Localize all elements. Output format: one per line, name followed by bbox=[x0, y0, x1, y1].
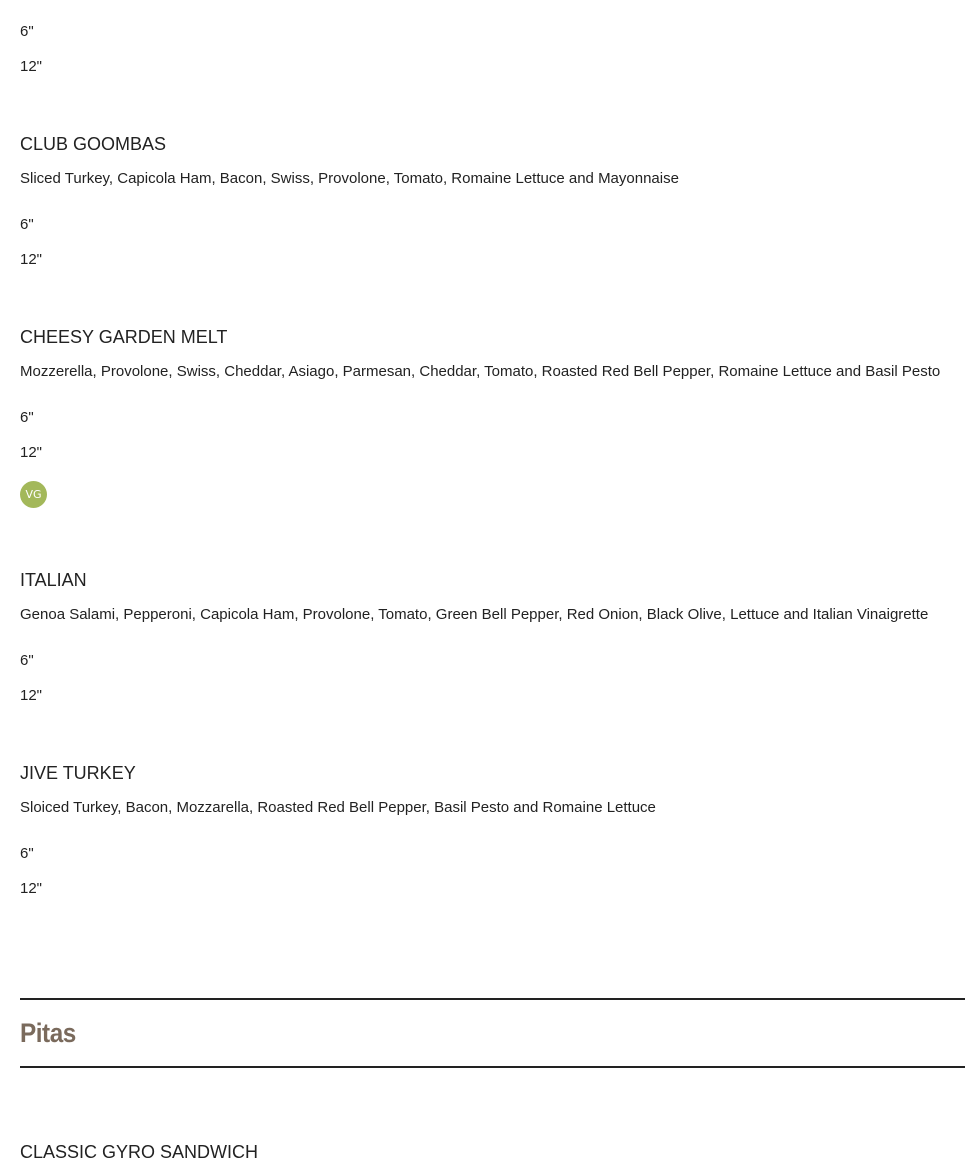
size-option-12in: 12" bbox=[20, 251, 43, 268]
size-option-6in: 6" bbox=[20, 23, 34, 40]
size-option-6in: 6" bbox=[20, 409, 34, 426]
size-option-12in: 12" bbox=[20, 880, 43, 897]
menu-item-description: Mozzerella, Provolone, Swiss, Cheddar, Asiago, Parmesan, Cheddar, Tomato, Roasted Red Bell Pepper, Romaine Lettuce and Basil Pesto bbox=[20, 363, 941, 380]
section-title: Pitas bbox=[20, 1018, 76, 1048]
menu-item-name: JIVE TURKEY bbox=[20, 763, 136, 783]
size-option-6in: 6" bbox=[20, 845, 34, 862]
menu-item-description: Genoa Salami, Pepperoni, Capicola Ham, Provolone, Tomato, Green Bell Pepper, Red Onion, Black Olive, Lettuce and Italian Vinaigrette bbox=[20, 606, 929, 623]
menu-item-name: ITALIAN bbox=[20, 570, 87, 590]
menu-item-description: Sliced Turkey, Capicola Ham, Bacon, Swiss, Provolone, Tomato, Romaine Lettuce and Mayonnaise bbox=[20, 170, 679, 187]
size-option-12in: 12" bbox=[20, 58, 43, 75]
section-divider-bottom bbox=[20, 1066, 965, 1068]
menu-item-description: Sloiced Turkey, Bacon, Mozzarella, Roasted Red Bell Pepper, Basil Pesto and Romaine Lettuce bbox=[20, 799, 656, 816]
menu-item-name: CLASSIC GYRO SANDWICH bbox=[20, 1142, 259, 1162]
section-divider-top bbox=[20, 998, 965, 1000]
vegetarian-badge-icon: VG bbox=[20, 481, 47, 508]
size-option-6in: 6" bbox=[20, 652, 34, 669]
menu-item-name: CLUB GOOMBAS bbox=[20, 134, 167, 154]
size-option-12in: 12" bbox=[20, 687, 43, 704]
size-option-12in: 12" bbox=[20, 444, 43, 461]
size-option-6in: 6" bbox=[20, 216, 34, 233]
menu-item-name: CHEESY GARDEN MELT bbox=[20, 327, 228, 347]
